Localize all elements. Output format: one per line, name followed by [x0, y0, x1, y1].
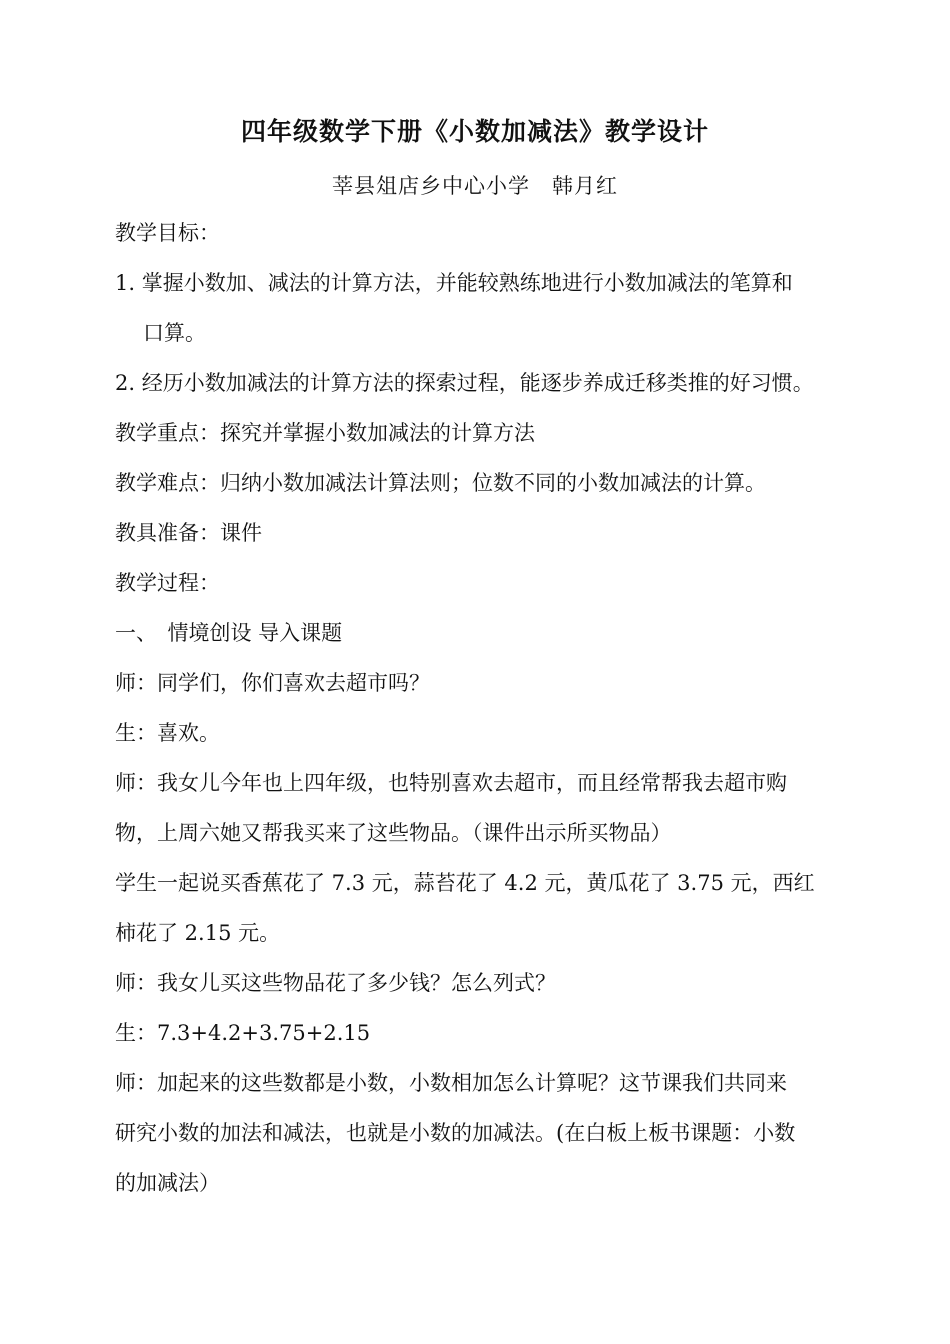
section-heading-process: 教学过程： [115, 571, 220, 595]
section-heading-objectives: 教学目标： [115, 221, 220, 245]
dialogue-line: 师：我女儿买这些物品花了多少钱？怎么列式？ [115, 971, 556, 995]
paragraph-line: 口算。 [143, 321, 206, 345]
dialogue-line: 师：加起来的这些数都是小数，小数相加怎么计算呢？这节课我们共同来 [115, 1071, 787, 1095]
dialogue-line: 学生一起说买香蕉花了 7.3 元，蒜苔花了 4.2 元，黄瓜花了 3.75 元，西红 [115, 871, 815, 895]
dialogue-line: 师：同学们，你们喜欢去超市吗？ [115, 671, 430, 695]
key-points-line: 教学重点：探究并掌握小数加减法的计算方法 [115, 421, 535, 445]
document-title: 四年级数学下册《小数加减法》教学设计 [240, 117, 709, 146]
subsection-heading: 一、 情境创设 导入课题 [115, 621, 343, 645]
materials-line: 教具准备：课件 [115, 521, 262, 545]
dialogue-line: 生：7.3+4.2+3.75+2.15 [115, 1021, 371, 1045]
dialogue-line: 生：喜欢。 [115, 721, 220, 745]
dialogue-line: 研究小数的加法和减法，也就是小数的加减法。(在白板上板书课题：小数 [115, 1121, 796, 1145]
paragraph-line: 1. 掌握小数加、减法的计算方法，并能较熟练地进行小数加减法的笔算和 [115, 271, 793, 295]
dialogue-line: 的加减法） [115, 1171, 220, 1195]
dialogue-line: 柿花了 2.15 元。 [115, 921, 281, 945]
dialogue-line: 师：我女儿今年也上四年级，也特别喜欢去超市，而且经常帮我去超市购 [115, 771, 787, 795]
dialogue-line: 物，上周六她又帮我买来了这些物品。（课件出示所买物品） [115, 821, 672, 845]
document-author: 莘县俎店乡中心小学 韩月红 [332, 174, 618, 198]
difficulties-line: 教学难点：归纳小数加减法计算法则；位数不同的小数加减法的计算。 [115, 471, 766, 495]
paragraph-line: 2. 经历小数加减法的计算方法的探索过程，能逐步养成迁移类推的好习惯。 [115, 371, 814, 395]
